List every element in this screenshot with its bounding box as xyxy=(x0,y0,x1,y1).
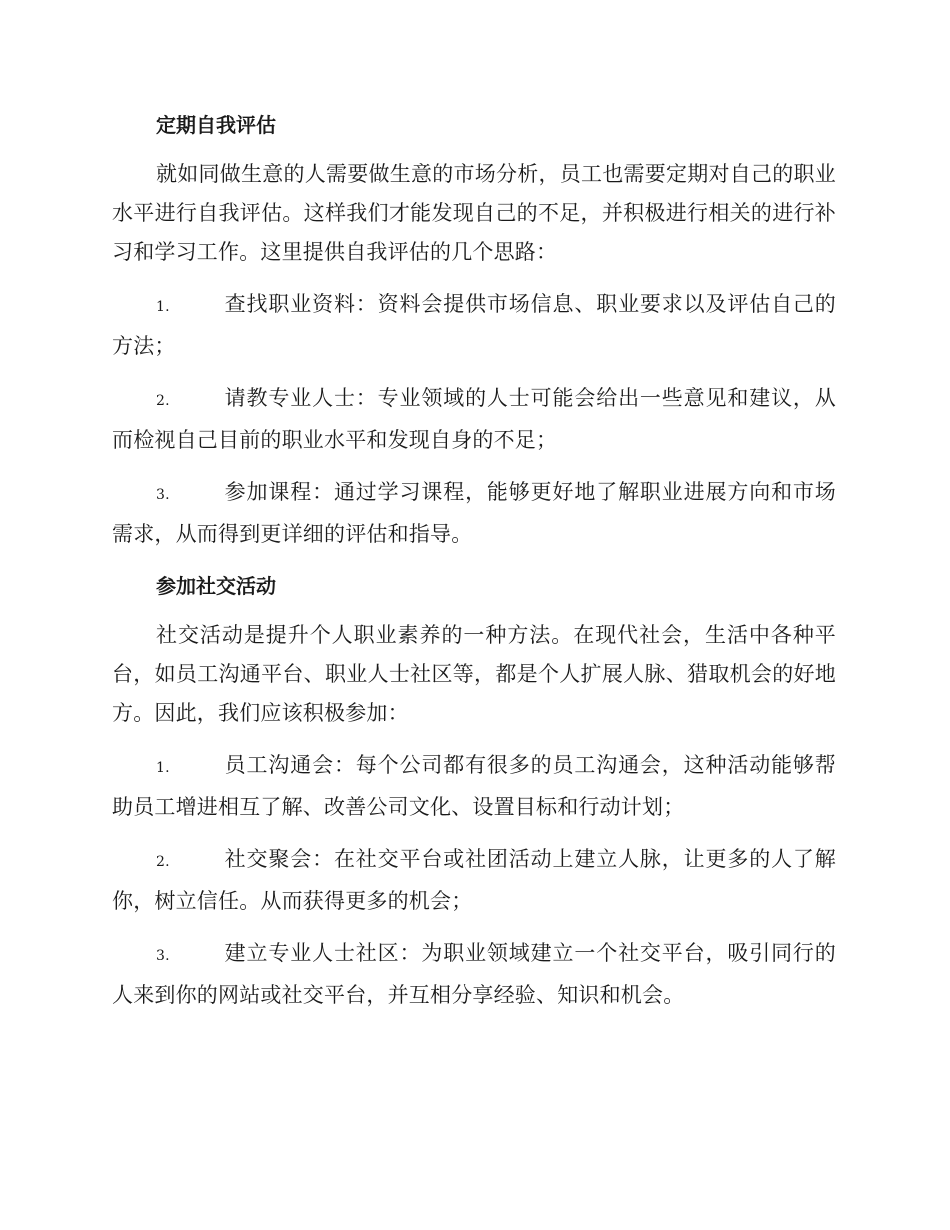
list-item xyxy=(112,379,836,460)
list-item-number: 1. xyxy=(156,299,170,315)
list-item xyxy=(112,840,836,921)
section-intro-self-assessment: 就如同做生意的人需要做生意的市场分析，员工也需要定期对自己的职业水平进行自我评估。这样我们才能发现自己的不足，并积极进行相关的进行补习和学习工作。这里提供自我评估的几个思路： xyxy=(112,162,836,264)
section-heading-self-assessment: 定期自我评估 xyxy=(156,113,276,137)
list-item-text: 社交聚会：在社交平台或社团活动上建立人脉，让更多的人了解你，树立信任。从而获得更多的机会； xyxy=(112,847,836,913)
list-item-number: 3. xyxy=(156,948,170,964)
list-item-text: 查找职业资料：资料会提供市场信息、职业要求以及评估自己的方法； xyxy=(112,292,836,358)
section-heading-social-activities: 参加社交活动 xyxy=(156,574,276,598)
list-item-text: 参加课程：通过学习课程，能够更好地了解职业进展方向和市场需求，从而得到更详细的评估和指导。 xyxy=(112,480,836,546)
list-item-text: 建立专业人士社区：为职业领域建立一个社交平台，吸引同行的人来到你的网站或社交平台，并互相分享经验、知识和机会。 xyxy=(112,941,836,1007)
list-item xyxy=(112,934,836,1015)
list-item-number: 2. xyxy=(156,854,170,870)
list-item xyxy=(112,473,836,554)
list-item-text: 请教专业人士：专业领域的人士可能会给出一些意见和建议，从而检视自己目前的职业水平和发现自身的不足； xyxy=(112,386,836,452)
document-page xyxy=(112,96,836,1028)
list-item-number: 2. xyxy=(156,393,170,409)
list-item-number: 3. xyxy=(156,487,170,503)
list-item xyxy=(112,746,836,827)
list-item xyxy=(112,285,836,366)
list-item-number: 1. xyxy=(156,760,170,776)
section-intro-social-activities: 社交活动是提升个人职业素养的一种方法。在现代社会，生活中各种平台，如员工沟通平台、职业人士社区等，都是个人扩展人脉、猎取机会的好地方。因此，我们应该积极参加： xyxy=(112,623,836,725)
list-item-text: 员工沟通会：每个公司都有很多的员工沟通会，这种活动能够帮助员工增进相互了解、改善公司文化、设置目标和行动计划； xyxy=(112,753,836,819)
